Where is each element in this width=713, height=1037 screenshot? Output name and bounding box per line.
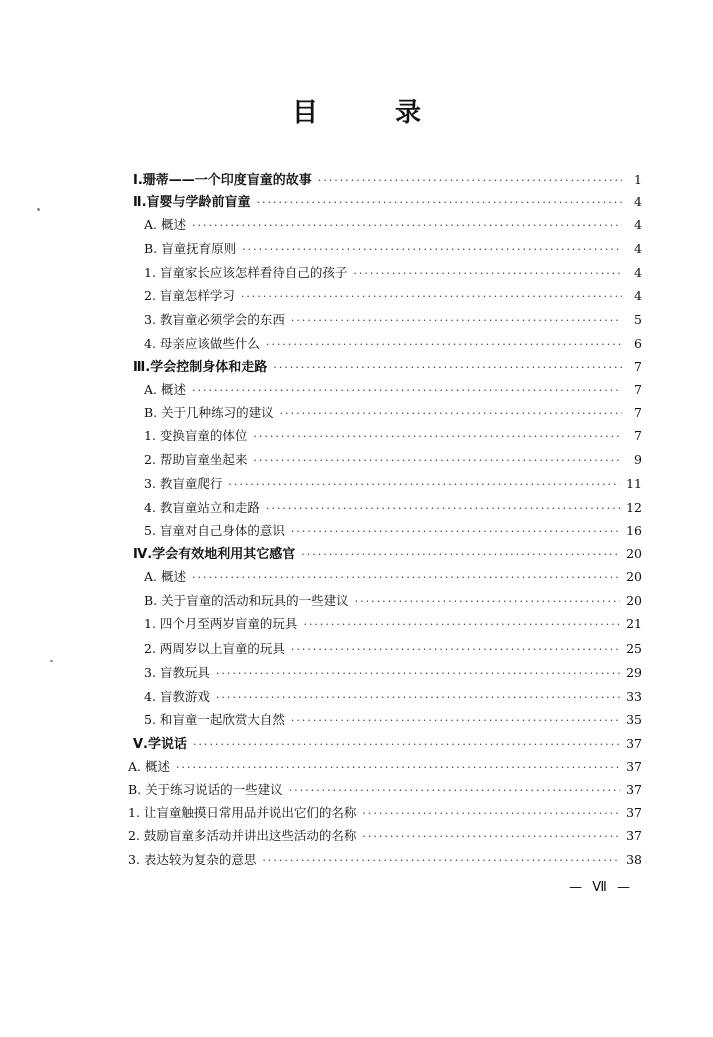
toc-section-entry — [128, 757, 642, 777]
toc-entry-label: 1. 让盲童触摸日常用品并说出它们的名称 — [128, 805, 357, 820]
toc-entry-label: B. 关于几种练习的建议 — [144, 405, 274, 420]
toc-entry-label: A. 概述 — [144, 382, 186, 397]
toc-entry-label: Ⅳ.学会有效地利用其它感官 — [133, 547, 296, 562]
toc-leader-dots — [291, 311, 622, 331]
toc-section-entry — [144, 591, 642, 611]
toc-page-number: 5 — [634, 312, 642, 327]
toc-page-number: 29 — [626, 665, 642, 680]
toc-section-entry — [144, 639, 642, 659]
toc-section-entry — [144, 380, 642, 400]
toc-entry-label: Ⅱ.盲婴与学龄前盲童 — [133, 195, 251, 210]
toc-section-entry — [128, 803, 642, 823]
toc-chapter-entry — [133, 544, 642, 564]
toc-section-entry — [144, 614, 642, 634]
toc-entry-label: 4. 母亲应该做些什么 — [144, 336, 260, 351]
page-title: 目 录 — [291, 98, 456, 128]
toc-leader-dots — [262, 851, 620, 871]
toc-entry-label: B. 关于练习说话的一些建议 — [128, 782, 283, 797]
toc-leader-dots — [192, 568, 620, 588]
toc-page-number: 12 — [626, 500, 642, 515]
toc-chapter-entry — [133, 170, 642, 190]
toc-page-number: 35 — [626, 712, 642, 727]
toc-section-entry — [144, 215, 642, 235]
toc-entry-label: Ⅰ.珊蒂——一个印度盲童的故事 — [133, 173, 312, 188]
toc-leader-dots — [266, 335, 622, 355]
toc-section-entry — [144, 521, 642, 541]
toc-entry-label: A. 概述 — [144, 217, 186, 232]
toc-leader-dots — [353, 264, 622, 284]
toc-page-number: 6 — [634, 336, 642, 351]
toc-entry-label: Ⅲ.学会控制身体和走路 — [133, 360, 268, 375]
toc-leader-dots — [362, 804, 620, 824]
toc-leader-dots — [266, 499, 620, 519]
toc-page-number: 38 — [626, 852, 642, 867]
toc-leader-dots — [253, 427, 622, 447]
toc-section-entry — [144, 403, 642, 423]
toc-section-entry — [144, 498, 642, 518]
toc-section-entry — [144, 239, 642, 259]
toc-leader-dots — [301, 545, 620, 565]
toc-page-number: 4 — [634, 265, 642, 280]
toc-entry-label: B. 盲童抚育原则 — [144, 241, 237, 256]
toc-page-number: 20 — [626, 546, 642, 561]
toc-page-number: 4 — [634, 288, 642, 303]
toc-page-number: 11 — [626, 476, 642, 491]
toc-leader-dots — [242, 240, 622, 260]
toc-page-number: 7 — [634, 428, 642, 443]
toc-entry-label: 1. 四个月至两岁盲童的玩具 — [144, 616, 298, 631]
toc-page-number: 37 — [626, 805, 642, 820]
toc-entry-label: 3. 教盲童必须学会的东西 — [144, 312, 285, 327]
toc-entry-label: 2. 盲童怎样学习 — [144, 288, 235, 303]
toc-entry-label: Ⅴ.学说话 — [133, 737, 187, 752]
toc-leader-dots — [291, 640, 620, 660]
toc-leader-dots — [291, 711, 620, 731]
toc-page-number: 20 — [626, 569, 642, 584]
toc-page-number: 7 — [634, 359, 642, 374]
toc-page-number: 37 — [626, 759, 642, 774]
toc-entry-label: A. 概述 — [128, 759, 170, 774]
toc-leader-dots — [355, 592, 620, 612]
toc-entry-label: 1. 变换盲童的体位 — [144, 428, 248, 443]
toc-entry-label: B. 关于盲童的活动和玩具的一些建议 — [144, 593, 349, 608]
toc-section-entry — [144, 263, 642, 283]
toc-section-entry — [144, 710, 642, 730]
toc-entry-label: 5. 盲童对自己身体的意识 — [144, 523, 285, 538]
toc-entry-label: 3. 教盲童爬行 — [144, 476, 223, 491]
toc-leader-dots — [192, 381, 622, 401]
toc-leader-dots — [291, 522, 620, 542]
toc-entry-label: 3. 盲教玩具 — [144, 665, 210, 680]
toc-leader-dots — [216, 664, 620, 684]
toc-page-number: 9 — [634, 452, 642, 467]
toc-section-entry — [128, 826, 642, 846]
toc-leader-dots — [192, 216, 622, 236]
toc-leader-dots — [228, 475, 620, 495]
toc-section-entry — [144, 426, 642, 446]
toc-chapter-entry — [133, 734, 642, 754]
toc-page-number: 4 — [634, 241, 642, 256]
toc-page-number: 37 — [626, 782, 642, 797]
toc-leader-dots — [216, 688, 620, 708]
toc-section-entry — [144, 567, 642, 587]
toc-entry-label: 3. 表达较为复杂的意思 — [128, 852, 257, 867]
toc-section-entry — [144, 474, 642, 494]
toc-section-entry — [144, 286, 642, 306]
toc-page-number: 4 — [634, 217, 642, 232]
page-folio: — Ⅶ — — [569, 880, 633, 895]
toc-leader-dots — [273, 358, 622, 378]
toc-page-number: 4 — [634, 194, 642, 209]
toc-page-number: 33 — [626, 689, 642, 704]
scan-speck — [50, 660, 53, 662]
toc-page-number: 21 — [626, 616, 642, 631]
toc-leader-dots — [253, 451, 622, 471]
toc-section-entry — [128, 780, 642, 800]
toc-section-entry — [144, 310, 642, 330]
toc-leader-dots — [289, 781, 620, 801]
toc-entry-label: 4. 教盲童站立和走路 — [144, 500, 260, 515]
toc-page-number: 37 — [626, 828, 642, 843]
toc-section-entry — [144, 687, 642, 707]
toc-page-number: 25 — [626, 641, 642, 656]
toc-leader-dots — [176, 758, 620, 778]
toc-entry-label: 5. 和盲童一起欣赏大自然 — [144, 712, 285, 727]
toc-page-number: 7 — [634, 382, 642, 397]
toc-leader-dots — [280, 404, 622, 424]
toc-section-entry — [128, 850, 642, 870]
toc-section-entry — [144, 663, 642, 683]
toc-entry-label: 4. 盲教游戏 — [144, 689, 210, 704]
toc-entry-label: A. 概述 — [144, 569, 186, 584]
toc-page-number: 37 — [626, 736, 642, 751]
toc-page-number: 16 — [626, 523, 642, 538]
toc-leader-dots — [303, 615, 620, 635]
toc-entry-label: 2. 两周岁以上盲童的玩具 — [144, 641, 285, 656]
toc-leader-dots — [362, 827, 620, 847]
toc-page-number: 20 — [626, 593, 642, 608]
toc-page-number: 7 — [634, 405, 642, 420]
toc-entry-label: 1. 盲童家长应该怎样看待自己的孩子 — [144, 265, 348, 280]
toc-page-number: 1 — [634, 172, 642, 187]
toc-leader-dots — [193, 735, 620, 755]
toc-leader-dots — [257, 193, 622, 213]
toc-section-entry — [144, 450, 642, 470]
toc-entry-label: 2. 鼓励盲童多活动并讲出这些活动的名称 — [128, 828, 357, 843]
scan-speck — [37, 208, 40, 211]
toc-chapter-entry — [133, 357, 642, 377]
toc-leader-dots — [318, 171, 622, 191]
toc-section-entry — [144, 334, 642, 354]
toc-chapter-entry — [133, 192, 642, 212]
toc-leader-dots — [241, 287, 622, 307]
toc-entry-label: 2. 帮助盲童坐起来 — [144, 452, 248, 467]
